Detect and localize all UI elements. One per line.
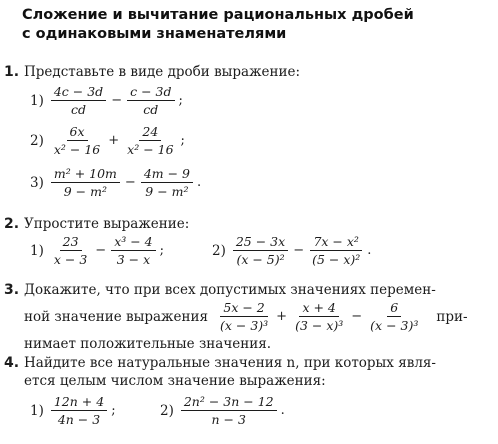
denominator: 3 − x [116, 252, 151, 267]
denominator: 9 − m² [63, 184, 107, 199]
denominator: cd [143, 102, 159, 117]
task-3-expression-line [24, 300, 474, 333]
task-4-item-2 [160, 394, 285, 427]
item-label: 2) [30, 132, 44, 149]
numerator: 5x − 2 [220, 300, 267, 317]
fraction [292, 300, 346, 333]
denominator: (x − 5)² [236, 252, 285, 267]
punctuation: ; [180, 133, 185, 148]
page-title [22, 6, 492, 44]
numerator: 7x − x² [310, 234, 361, 251]
task-1-item-1 [30, 84, 183, 117]
numerator: x³ − 4 [111, 234, 155, 251]
denominator: cd [71, 102, 87, 117]
fraction [127, 84, 174, 117]
task-3-line-1: Докажите, что при всех допустимых значениях перемен- [24, 282, 436, 298]
fraction [309, 234, 363, 267]
task-1-item-2 [30, 124, 185, 157]
numerator: c − 3d [127, 84, 174, 101]
punctuation: . [280, 403, 285, 418]
denominator: (5 − x)² [312, 252, 361, 267]
denominator: 4n − 3 [57, 412, 101, 427]
denominator: 9 − m² [145, 184, 189, 199]
item-label: 2) [160, 402, 174, 419]
fraction [51, 234, 90, 267]
numerator: m² + 10m [51, 166, 120, 183]
item-label: 1) [30, 92, 44, 109]
fraction [124, 124, 176, 157]
fraction [181, 394, 277, 427]
numerator: 23 [60, 234, 82, 251]
item-label: 1) [30, 242, 44, 259]
operator: − [95, 243, 107, 258]
title-line-2: с одинаковыми знаменателями [22, 26, 287, 42]
denominator: x − 3 [53, 252, 88, 267]
task-3-number: 3. [4, 282, 20, 298]
punctuation: . [197, 175, 202, 190]
fraction [141, 166, 193, 199]
denominator: (x − 3)³ [370, 318, 419, 333]
task-3-line-2-pre: ной значение выражения [24, 308, 208, 325]
task-4-number: 4. [4, 355, 20, 371]
item-label: 3) [30, 174, 44, 191]
fraction [51, 394, 107, 427]
numerator: 4m − 9 [141, 166, 193, 183]
punctuation: ; [159, 243, 165, 258]
fraction [51, 124, 103, 157]
task-1-number: 1. [4, 64, 20, 80]
fraction [51, 166, 120, 199]
task-3-line-3: нимает положительные значения. [24, 336, 272, 352]
denominator: (3 − x)³ [295, 318, 344, 333]
operator: − [351, 309, 363, 324]
punctuation: . [367, 243, 372, 258]
fraction [111, 234, 155, 267]
task-2-number: 2. [4, 216, 20, 232]
fraction [233, 234, 288, 267]
numerator: 12n + 4 [51, 394, 107, 411]
numerator: 24 [139, 124, 161, 141]
fraction [217, 300, 271, 333]
task-1-item-3 [30, 166, 201, 199]
punctuation: ; [178, 93, 183, 108]
numerator: 2n² − 3n − 12 [181, 394, 277, 411]
item-label: 1) [30, 402, 44, 419]
numerator: 6x [67, 124, 88, 141]
operator: − [111, 93, 123, 108]
denominator: x² − 16 [127, 142, 174, 157]
task-4-item-1 [30, 394, 116, 427]
operator: − [293, 243, 305, 258]
fraction [51, 84, 106, 117]
task-2-item-1 [30, 234, 164, 267]
task-1-text: Представьте в виде дроби выражение: [24, 64, 301, 80]
numerator: 4c − 3d [51, 84, 106, 101]
operator: + [108, 133, 120, 148]
title-line-1: Сложение и вычитание рациональных дробей [22, 7, 414, 23]
operator: + [276, 309, 288, 324]
numerator: x + 4 [299, 300, 338, 317]
task-2-item-2 [212, 234, 371, 267]
fraction [367, 300, 421, 333]
task-4-line-2: ется целым числом значение выражения: [24, 373, 326, 389]
operator: − [124, 175, 136, 190]
task-3-line-2-post: при- [436, 308, 468, 325]
punctuation: ; [111, 403, 116, 418]
numerator: 6 [387, 300, 401, 317]
denominator: n − 3 [211, 412, 246, 427]
task-4-line-1: Найдите все натуральные значения n, при которых явля- [24, 355, 436, 371]
item-label: 2) [212, 242, 226, 259]
task-2-text: Упростите выражение: [24, 216, 190, 232]
denominator: x² − 16 [53, 142, 101, 157]
denominator: (x − 3)³ [219, 318, 269, 333]
numerator: 25 − 3x [233, 234, 288, 251]
